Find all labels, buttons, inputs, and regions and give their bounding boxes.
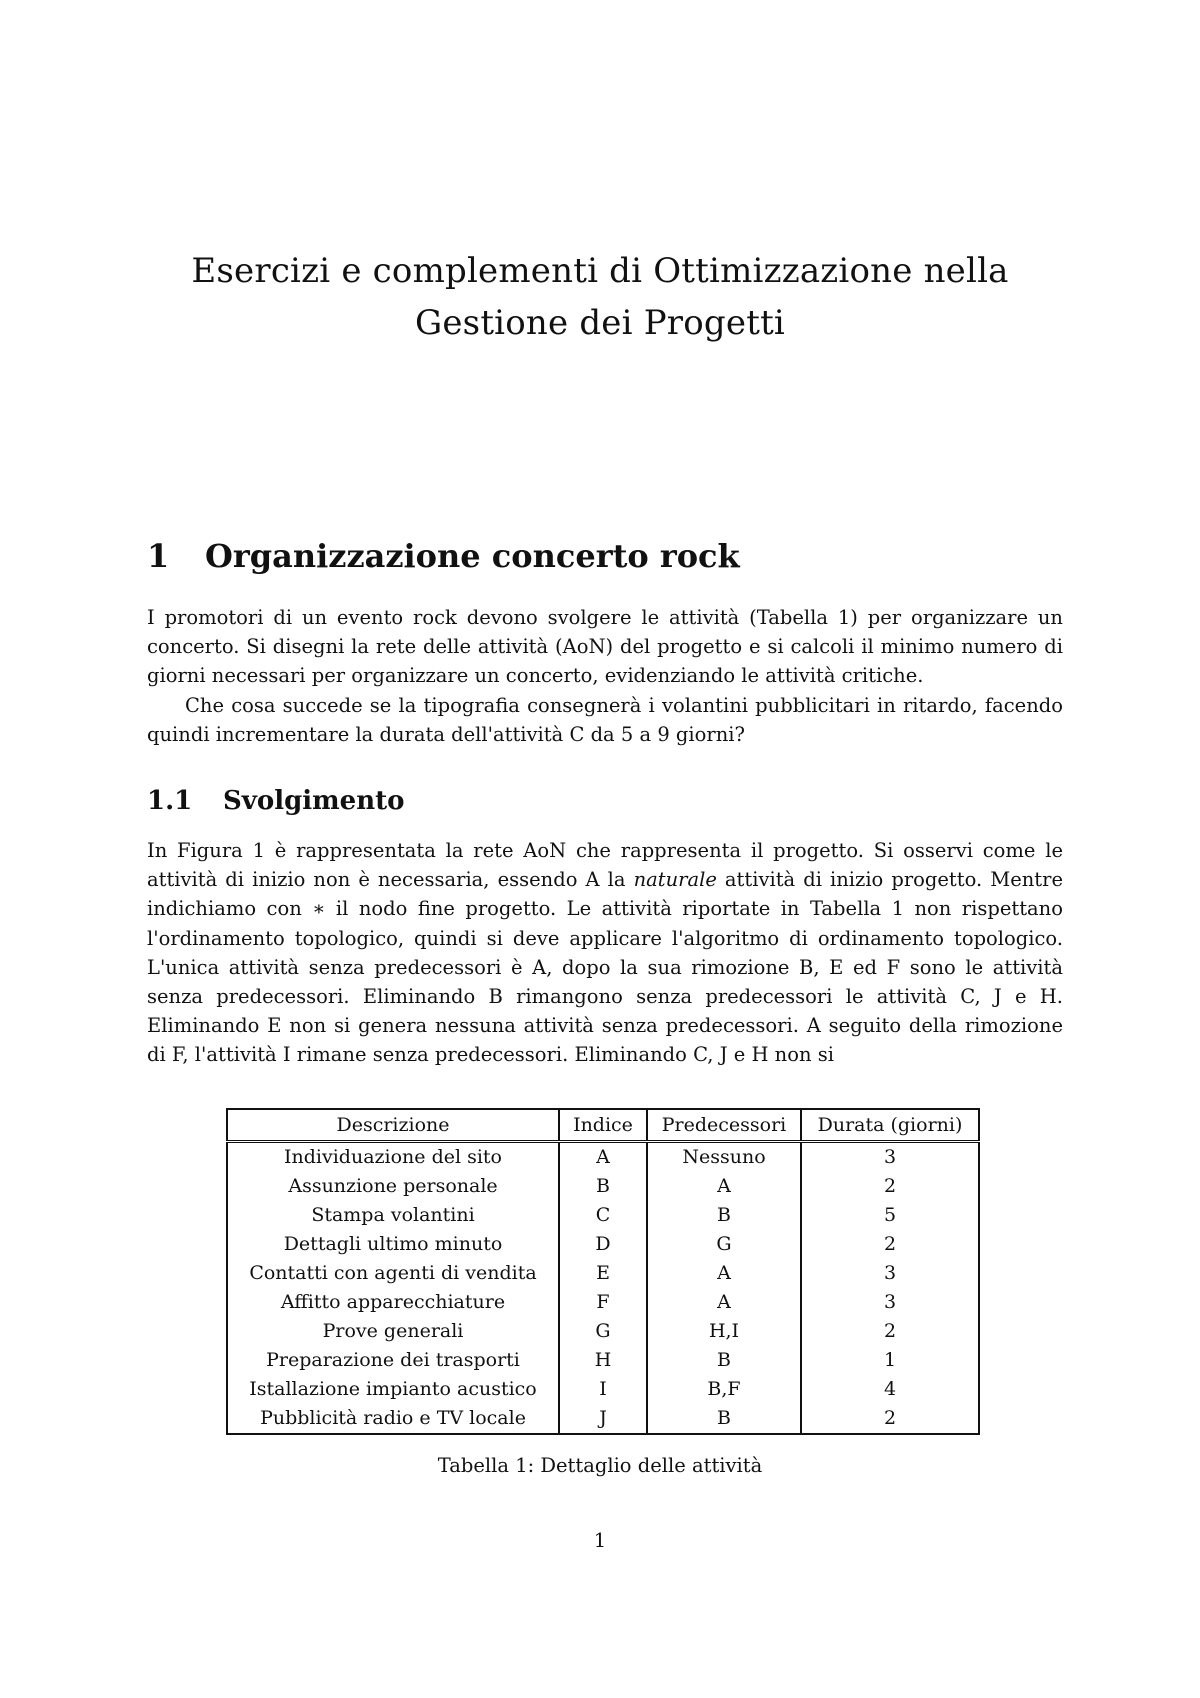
- table-row: [227, 1142, 979, 1173]
- table-row: [227, 1375, 979, 1404]
- cell-indice: A: [559, 1142, 647, 1173]
- cell-indice: B: [559, 1172, 647, 1201]
- table-row: [227, 1288, 979, 1317]
- header-indice: Indice: [559, 1109, 647, 1142]
- cell-indice: G: [559, 1317, 647, 1346]
- table-row: [227, 1259, 979, 1288]
- table-row: [227, 1201, 979, 1230]
- cell-predecessori: A: [647, 1259, 801, 1288]
- cell-predecessori: B,F: [647, 1375, 801, 1404]
- cell-predecessori: H,I: [647, 1317, 801, 1346]
- cell-descrizione: Assunzione personale: [288, 1175, 498, 1197]
- cell-predecessori: A: [647, 1172, 801, 1201]
- subsection-title: Svolgimento: [223, 786, 405, 816]
- section-title: Organizzazione concerto rock: [205, 537, 740, 575]
- cell-durata: 2: [801, 1230, 979, 1259]
- header-descrizione: Descrizione: [227, 1109, 559, 1142]
- header-durata: Durata (giorni): [801, 1109, 979, 1142]
- cell-descrizione: Pubblicità radio e TV locale: [260, 1407, 526, 1429]
- cell-indice: D: [559, 1230, 647, 1259]
- subsection-heading: [147, 786, 404, 816]
- table-caption: Tabella 1: Dettaglio delle attività: [437, 1454, 763, 1477]
- cell-predecessori: G: [647, 1230, 801, 1259]
- header-predecessori: Predecessori: [647, 1109, 801, 1142]
- intro-paragraph-1: I promotori di un evento rock devono svolgere le attività (Tabella 1) per organizzare un concerto. Si disegni la rete delle attività (AoN) del progetto e si calcoli il minimo numero di giorni necessari per organizzare un concerto, evidenziando le attività critiche.: [147, 606, 1063, 688]
- cell-descrizione: Affitto apparecchiature: [280, 1291, 506, 1313]
- cell-predecessori: B: [647, 1346, 801, 1375]
- cell-indice: J: [559, 1404, 647, 1434]
- cell-durata: 3: [801, 1288, 979, 1317]
- cell-durata: 5: [801, 1201, 979, 1230]
- title-line-1: Esercizi e complementi di Ottimizzazione nella: [191, 251, 1009, 291]
- solution-text-part-2: attività di inizio progetto. Mentre indichiamo con ∗ il nodo fine progetto. Le attività riportate in Tabella 1 non rispettano l'ordinamento topologico, quindi si deve applicare l'algoritmo di ordinamento topologico. L'unica attività senza predecessori è A, dopo la sua rimozione B, E ed F sono le attività senza predecessori. Eliminando B rimangono senza predecessori le attività C, J e H. Eliminando E non si genera nessuna attività senza predecessori. A seguito della rimozione di F, l'attività I rimane senza predecessori. Eliminando C, J e H non si: [147, 868, 1064, 1067]
- cell-durata: 3: [801, 1259, 979, 1288]
- table-row: [227, 1230, 979, 1259]
- cell-durata: 1: [801, 1346, 979, 1375]
- cell-descrizione: Preparazione dei trasporti: [266, 1349, 520, 1371]
- cell-indice: C: [559, 1201, 647, 1230]
- table-row: [227, 1404, 979, 1434]
- table-row: [227, 1172, 979, 1201]
- solution-paragraph: [147, 836, 1063, 1070]
- section-intro: [147, 603, 1063, 749]
- cell-durata: 2: [801, 1172, 979, 1201]
- cell-indice: I: [559, 1375, 647, 1404]
- title-line-2: Gestione dei Progetti: [414, 303, 785, 343]
- cell-predecessori: B: [647, 1404, 801, 1434]
- intro-paragraph-2: Che cosa succede se la tipografia consegnerà i volantini pubblicitari in ritardo, facendo quindi incrementare la durata dell'attività C da 5 a 9 giorni?: [147, 693, 1063, 746]
- cell-durata: 4: [801, 1375, 979, 1404]
- cell-descrizione: Contatti con agenti di vendita: [249, 1262, 537, 1284]
- cell-descrizione: Istallazione impianto acustico: [249, 1378, 537, 1400]
- section-number: 1: [147, 537, 170, 575]
- cell-indice: E: [559, 1259, 647, 1288]
- solution-text: [147, 836, 1063, 1070]
- solution-text-part-1: In Figura 1 è rappresentata la rete AoN che rappresenta il progetto. Si osservi come le attività di inizio non è necessaria, essendo A la: [147, 839, 1063, 892]
- cell-predecessori: Nessuno: [647, 1142, 801, 1173]
- activities-table: [226, 1108, 980, 1435]
- cell-predecessori: B: [647, 1201, 801, 1230]
- cell-durata: 3: [801, 1142, 979, 1173]
- table-row: [227, 1346, 979, 1375]
- cell-descrizione: Stampa volantini: [311, 1204, 475, 1226]
- solution-italic-word: naturale: [633, 868, 717, 892]
- cell-durata: 2: [801, 1317, 979, 1346]
- cell-indice: H: [559, 1346, 647, 1375]
- cell-descrizione: Dettagli ultimo minuto: [283, 1233, 503, 1255]
- table-header-row: [227, 1109, 979, 1142]
- subsection-number: 1.1: [147, 786, 193, 816]
- cell-predecessori: A: [647, 1288, 801, 1317]
- table-row: [227, 1317, 979, 1346]
- cell-indice: F: [559, 1288, 647, 1317]
- cell-descrizione: Individuazione del sito: [284, 1146, 502, 1168]
- cell-durata: 2: [801, 1404, 979, 1434]
- page-number: 1: [593, 1529, 607, 1552]
- document-title: [0, 245, 1200, 349]
- section-heading: [147, 537, 740, 575]
- cell-descrizione: Prove generali: [322, 1320, 464, 1342]
